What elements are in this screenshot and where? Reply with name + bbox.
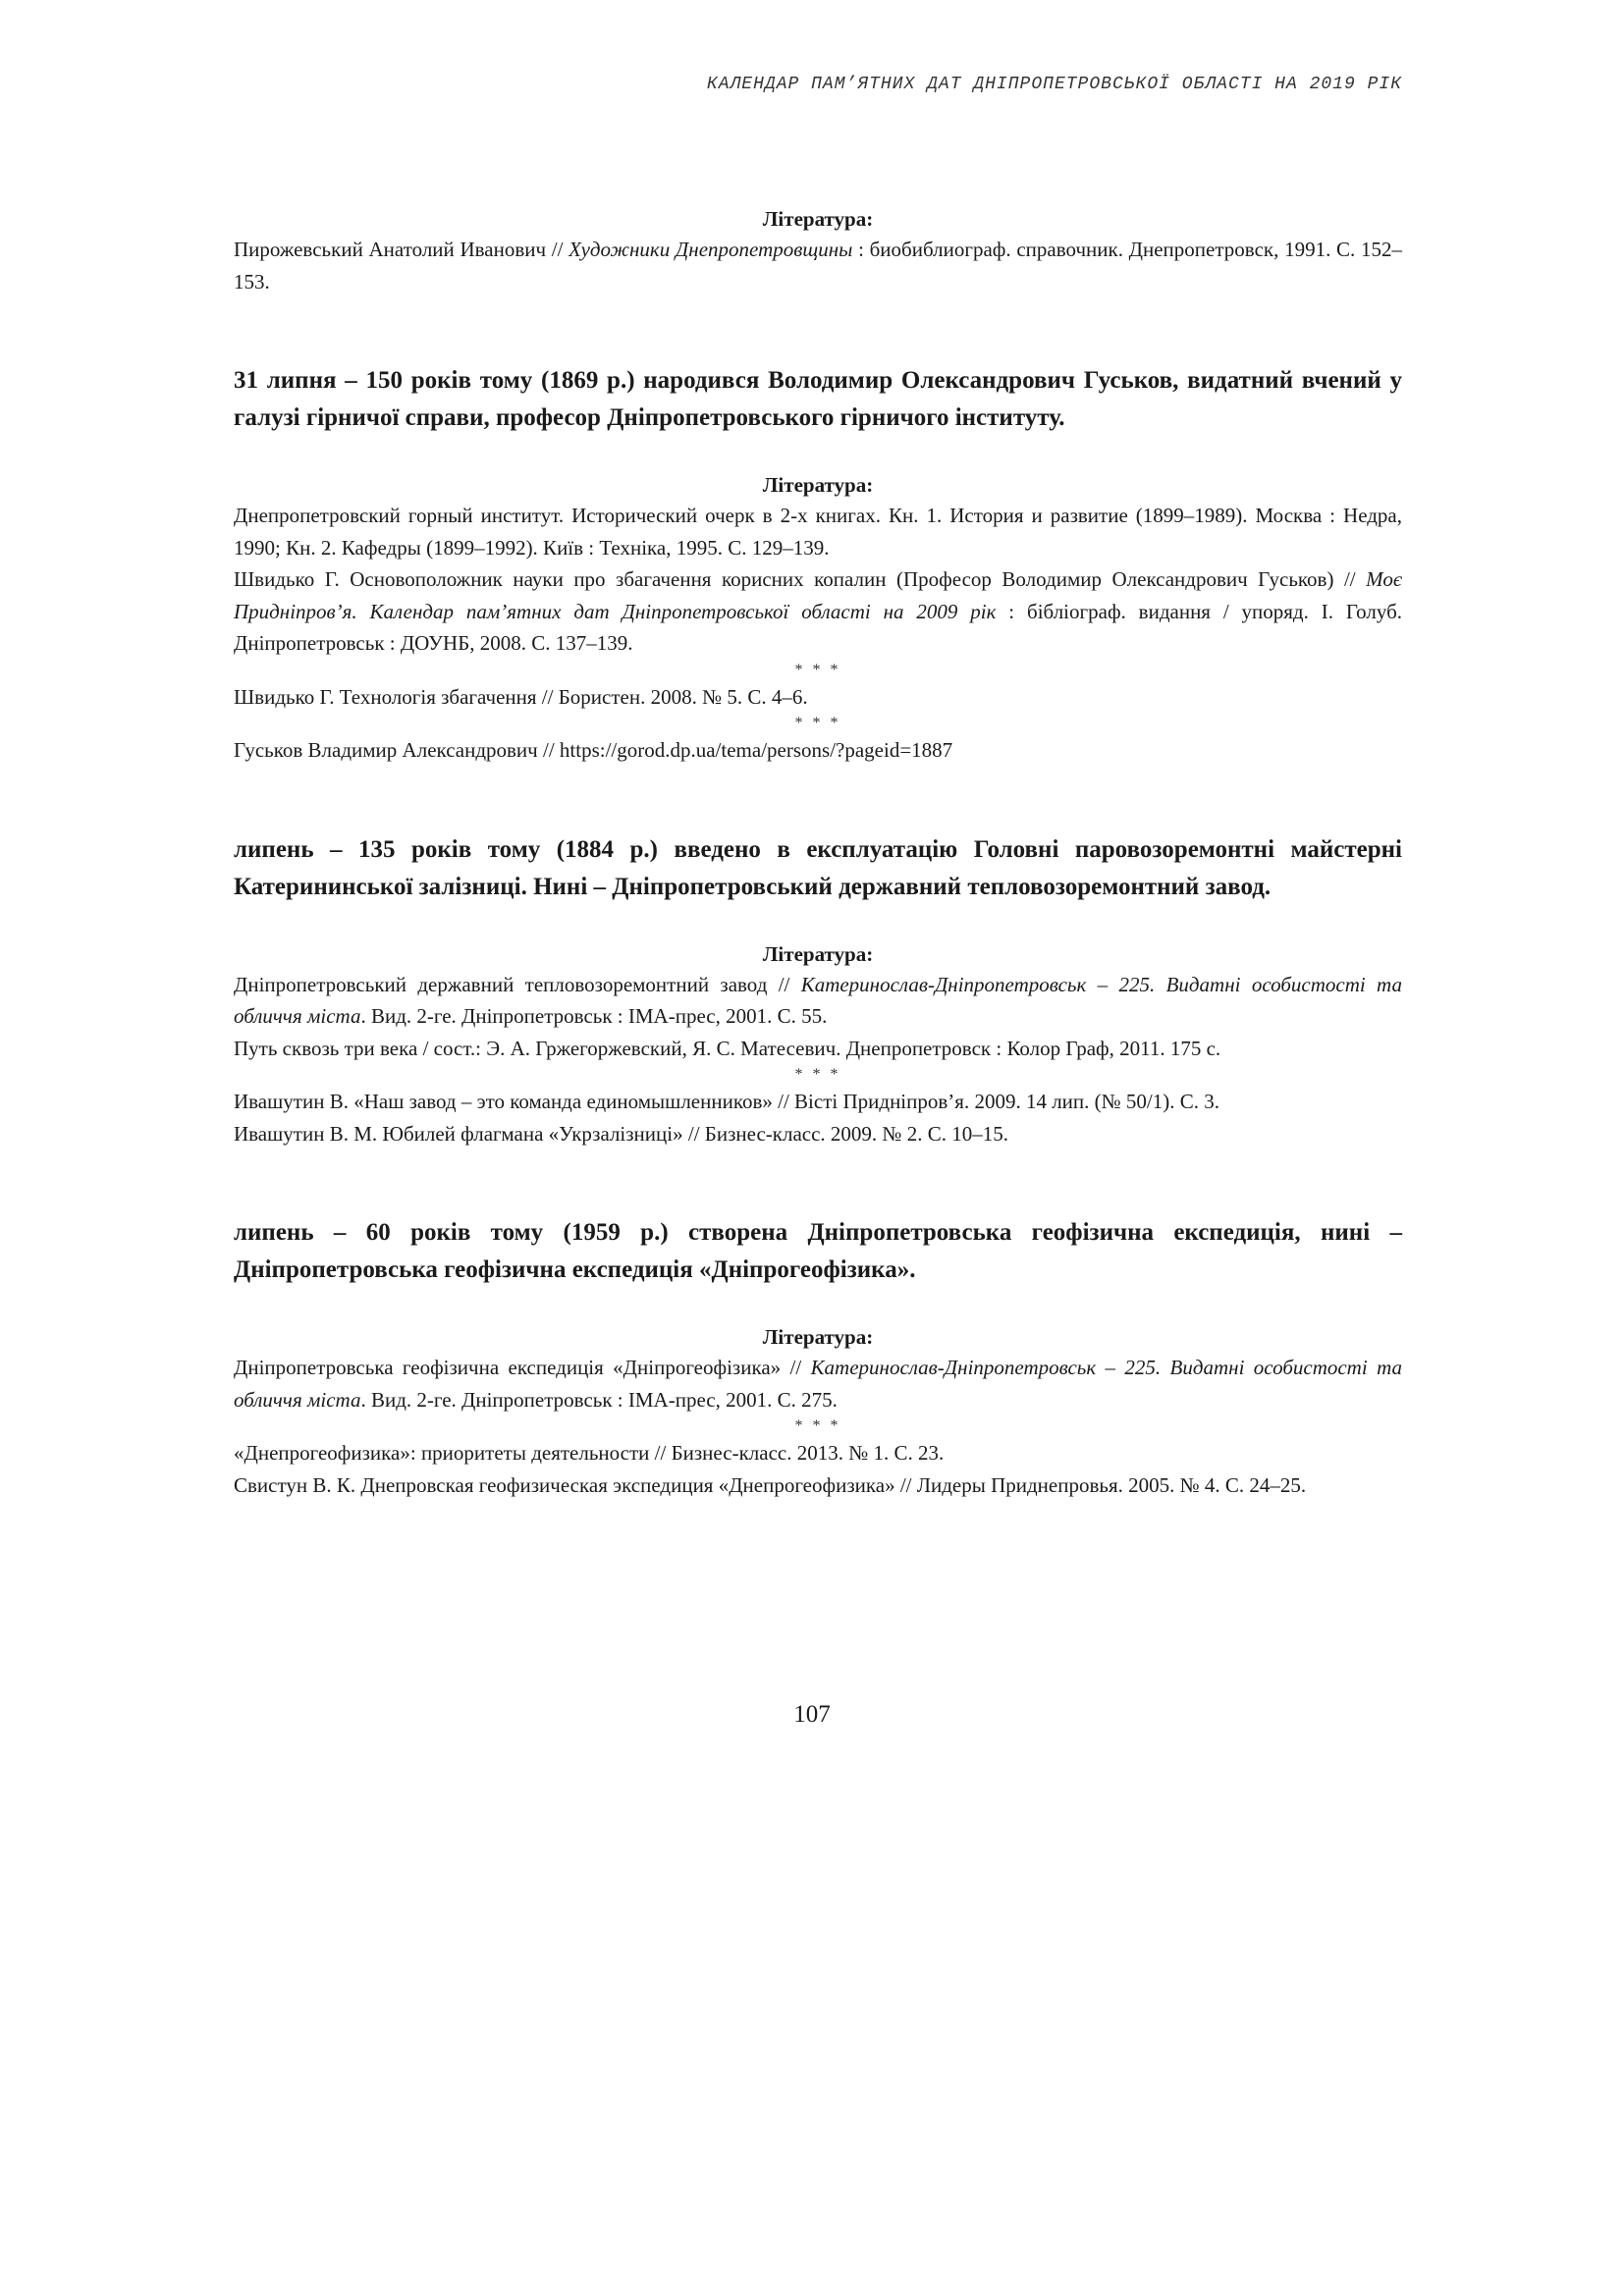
bibliography-entry (234, 681, 1402, 714)
bibliography-entry (234, 500, 1402, 563)
entry-text: Днепропетровский горный институт. Исторический очерк в 2-х книгах. Кн. 1. История и развитие (1899–1989). Москва : Недра, 1990; Кн. 2. Кафедры (1899–1992). Київ : Техніка, 1995. С. 129–139. (234, 504, 1402, 560)
bibliography-entry (234, 1086, 1402, 1118)
section-separator: * * * (794, 1417, 841, 1434)
entry-italic-title: Моє Придніпров’я. Календар пам’ятних дат Дніпропетровської області на 2009 рік (234, 567, 1402, 623)
entry-text: Швидько Г. Основоположник науки про збагачення корисних копалин (Професор Володимир Олександрович Гуськов) // (234, 567, 1367, 591)
entry-text: Пирожевський Анатолий Иванович // (234, 238, 569, 261)
entry-text: . Вид. 2-ге. Дніпропетровськ : ІМА-прес, 2001. С. 275. (360, 1387, 838, 1412)
bibliography-entry (234, 563, 1402, 660)
event-block (234, 831, 1402, 1150)
entry-text: Путь сквозь три века / сост.: Э. А. Гржегоржевский, Я. С. Матесевич. Днепропетровск : Колор Граф, 2011. 175 с. (234, 1036, 1221, 1060)
bibliography-entry (234, 969, 1402, 1033)
event-heading: липень – 135 років тому (1884 р.) введено в експлуатацію Головні паровозоремонтні майстерні Катерининської залізниці. Нині – Дніпропетровський державний тепловозоремонтний завод. (234, 835, 1402, 900)
entry-italic-title: Художники Днепропетровщины (568, 238, 853, 261)
event-heading: 31 липня – 150 років тому (1869 р.) народився Володимир Олександрович Гуськов, видатний вчений у галузі гірничої справи, професор Дніпропетровського гірничого інституту. (234, 367, 1402, 431)
section-separator: * * * (794, 715, 841, 731)
section-separator: * * * (794, 661, 841, 678)
bibliography-entry (234, 234, 1402, 297)
bibliography-entry (234, 1033, 1402, 1065)
entry-text: «Днепрогеофизика»: приоритеты деятельности // Бизнес-класс. 2013. № 1. С. 23. (234, 1441, 945, 1465)
entry-text: Свистун В. К. Днепровская геофизическая экспедиция «Днепрогеофизика» // Лидеры Приднепровья. 2005. № 4. С. 24–25. (234, 1472, 1307, 1497)
literature-block (234, 204, 1402, 297)
entry-italic-title: Катеринослав-Дніпропетровськ – 225. Видатні особистості та обличчя міста (234, 1356, 1402, 1412)
entry-text: Швидько Г. Технологія збагачення // Бористен. 2008. № 5. С. 4–6. (234, 684, 808, 709)
literature-heading: Література: (762, 941, 874, 966)
event-block (234, 1214, 1402, 1501)
literature-heading: Література: (762, 473, 874, 497)
entry-text: Дніпропетровська геофізична експедиція «Дніпрогеофізика» // (234, 1356, 811, 1379)
bibliography-entry (234, 734, 1402, 767)
bibliography-entry (234, 1118, 1402, 1150)
entry-text: Гуськов Владимир Александрович // https://gorod.dp.ua/tema/persons/?pageid=1887 (234, 738, 953, 762)
entry-text: Дніпропетровський державний тепловозоремонтний завод // (234, 972, 801, 996)
bibliography-entry (234, 1352, 1402, 1415)
section-separator: * * * (794, 1066, 841, 1083)
entry-italic-title: Катеринослав-Дніпропетровськ – 225. Видатні особистості та обличчя міста (234, 972, 1402, 1028)
page-content (234, 204, 1402, 1501)
event-block (234, 362, 1402, 767)
literature-heading: Література: (762, 1325, 874, 1349)
bibliography-entry (234, 1437, 1402, 1469)
bibliography-entry (234, 1469, 1402, 1502)
entry-text: : биобиблиограф. справочник. Днепропетровск, 1991. С. 152–153. (234, 238, 1403, 294)
entry-text: Ивашутин В. М. Юбилей флагмана «Укрзалізниці» // Бизнес-класс. 2009. № 2. С. 10–15. (234, 1121, 1008, 1146)
running-header: КАЛЕНДАР ПАМ’ЯТНИХ ДАТ ДНІПРОПЕТРОВСЬКОЇ ОБЛАСТІ НА 2019 РІК (706, 75, 1402, 94)
page-number: 107 (793, 1701, 831, 1728)
event-heading: липень – 60 років тому (1959 р.) створена Дніпропетровська геофізична експедиція, нині – Дніпропетровська геофізична експедиція «Дніпрогеофізика». (234, 1219, 1402, 1283)
entry-text: . Вид. 2-ге. Дніпропетровськ : ІМА-прес, 2001. С. 55. (360, 1004, 828, 1028)
literature-heading: Література: (762, 207, 874, 231)
entry-text: Ивашутин В. «Наш завод – это команда единомышленников» // Вісті Придніпров’я. 2009. 14 лип. (№ 50/1). С. 3. (234, 1090, 1220, 1113)
entry-text: : бібліограф. видання / упоряд. І. Голуб. Дніпропетровськ : ДОУНБ, 2008. С. 137–139. (234, 599, 1403, 655)
